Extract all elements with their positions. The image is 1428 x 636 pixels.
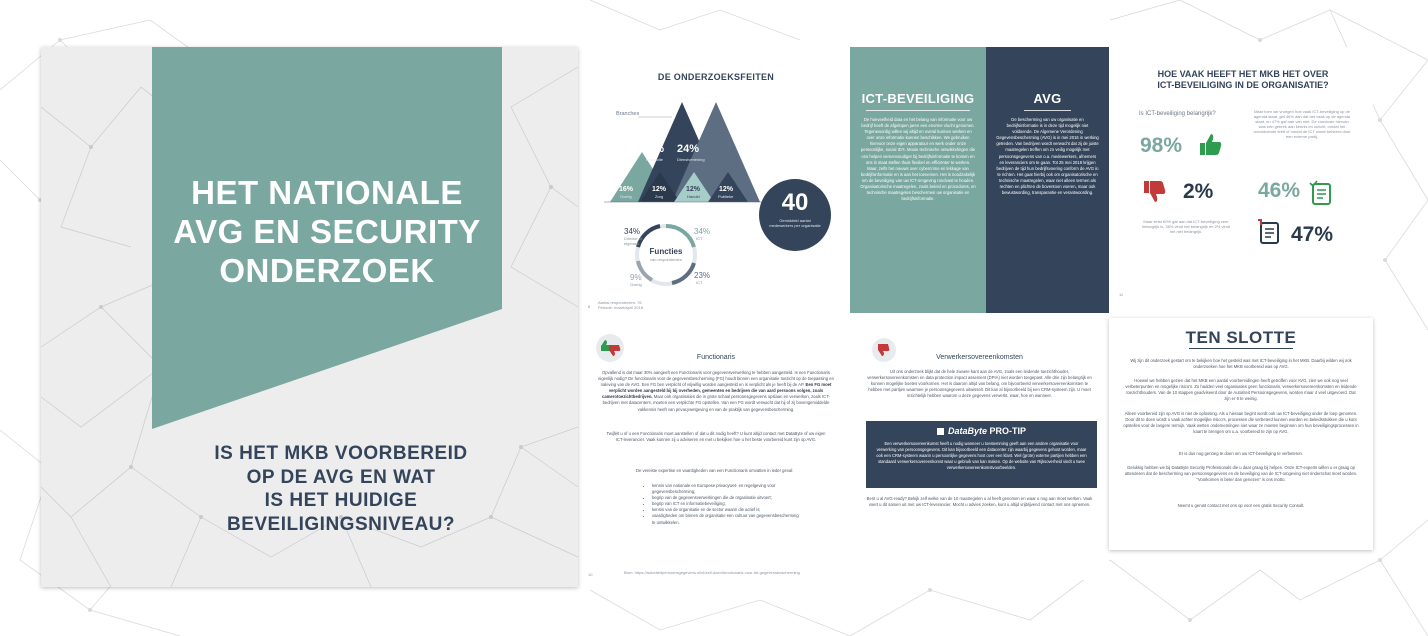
avg-heading-rule [1024, 110, 1071, 111]
agenda-no-value: 47% [1291, 223, 1334, 246]
functionaris-page-number: 10 [588, 572, 593, 577]
protip-brand: DataByte [947, 426, 987, 436]
page-number: 8 [588, 304, 591, 309]
functionaris-paragraph-3: De vereiste expertise en vaardigheden van een Functionaris omvatten in ieder geval: [636, 468, 794, 473]
cover-subtitle: IS HET MKB VOORBEREID OP DE AVG EN WAT IS HET HUIDIGE BEVEILIGINGSNIVEAU? [214, 443, 468, 535]
list-item: • begrip van de gegevensverwerkingen die de organisatie uitvoert; [652, 495, 800, 501]
employees-value: 40 [781, 189, 809, 216]
source-link[interactable]: Bron: https://autoriteitpersoonsgegevens.nl/nl/zelf-doen/functionaris-voor-de-gegevensbescherming [624, 570, 800, 575]
functies-value-3: 9% [630, 273, 642, 282]
functies-label-3: Overig [630, 282, 642, 287]
agenda-cross-icon [1257, 219, 1283, 245]
verwerkers-page [850, 318, 1109, 580]
ict-heading: ICT-BEVEILIGING [861, 91, 975, 106]
functionaris-page [582, 318, 850, 580]
agenda-check-icon [1309, 180, 1335, 206]
functies-value-4: 23% [694, 271, 711, 280]
neg-value: 2% [1183, 180, 1214, 203]
protip-box [866, 421, 1097, 488]
avg-text: De bescherming van uw organisatie en bedrijfsinformatie is in deze tijd mogelijk niet voldoende. De Algemene Verordening Gegevensbescherming (AVG) is in mei 2016 in werking getreden. Van bedrijven wordt verwacht dat zij de juiste maatregelen treffen om zo veilig mogelijk met persoonsgegevens van o.a. medewerkers, afnemers en leveranciers om te gaan. Tot 25 mei 2018 krijgen bedrijven de tijd hun bedrijfsvoering conform de AVG in te richten. Het gaat hierbij ook om organisatorische en technische maatregelen, waar niet alleen termen als rechten en plichten de boventoon voeren, maar ook bewustwording, transparantie en verantwoording. [996, 117, 1099, 196]
stats-page [1113, 47, 1373, 313]
triangle-label-handel: Handel [687, 194, 700, 199]
pos-value: 98% [1140, 134, 1183, 157]
functionaris-paragraph-1: Opvallend is dat maar 30% aangeeft een Functionaris voor gegevensverwerking te hebben aangesteld. Is een Functionaris eigenlijk nodig? De functionaris voor de gegevensbescherming (FG) houdt binnen een organisatie toezicht op de toepassing en naleving van de AVG. Een FG ben verplicht of vrijwillig worden aangesteld en is verplicht als je heeft bij de AP. Een FG moet verplicht worden aangesteld bij bij overheden, gemeenten en bedrijven die van aard persoons volgen, zoals camerotoezichtbedrijven. Maar ook organisaties die in grote schaal persoonsgegevens opslaan en verwerken, zoals ICT-bedrijven met datacenters, moeten een verplichte FG opstellen. Van een FG wordt verwacht dat hij of zij bovengemiddelde vakkennis heeft van privacywetgeving en van de praktijk van gegevensbescherming. [598, 370, 834, 412]
list-item: • begrip van ICT en informatiebeveiliging; [652, 501, 800, 507]
triangle-value-productie: 24% [642, 143, 665, 155]
triangle-label-dienstverlening: Dienstverlening [677, 157, 705, 162]
list-item: • kennis van nationale en Europese privacywet- en regelgeving voor gegevensbescherming; [652, 483, 800, 495]
verwerkers-heading: Verwerkersovereenkomsten [936, 354, 1023, 361]
stats-page-number: 11 [1119, 292, 1124, 297]
slot-paragraph-5: Gelukkig hebben we bij DataByte Security Professionals die u daar graag bij helpen. Onze ICT-experts willen u er graag op attenderen dat de bescherming van persoonsgegevens en de beveiliging van de ICT-omgeving niet onderschat moet worden. "Voorkomen is beter dan genezen" is ons motto. [1124, 465, 1358, 483]
facts-page [582, 47, 850, 313]
databyte-logo-icon [937, 428, 944, 435]
functies-label-2: ICT [696, 236, 703, 241]
triangle-value-publieke: 12% [719, 186, 734, 193]
verwerkers-paragraph-2: Bent u al AVG-ready? Bekijk zelf welke van de 10 maatregelen u al heeft genomen en waar u nog aan moet werken. Vaak voert u dit samen uit met uw ICT-leverancier. Mocht u advies zoeken, kunt u altijd vrijblijvend contact met ons opnemen. [866, 496, 1093, 508]
branches-label: Branches [616, 111, 640, 117]
ict-text: De hoeveelheid data en het belang van informatie voor uw bedrijf heeft de afgelopen jaren een enorme vlucht genomen. Tegenwoordig willen wij altijd en overal kunnen werken en over onze informatie kunnen beschikken. We gebruiken hiervoor onze eigen apparatuur en werk onder onze persoonlijke, social ID's. Mooie technische ontwikkelingen die ons helpen vereenvoudiger bij bedrijfsinformatie te komen en ons in staat stellen thuis flexibel en efficiënter te werken. Maar, zelfs het nieuws over cybercrime en lekkage van bedrijfsinformatie en is aan het toenemen. Het is noodzakelijk om de beveiliging van uw ICT-omgeving rondvast te houden. Organisatorische maatregelen, zoals beleid en procedures, en technische maatregelen beschermen uw organisatie en bedrijfsinformatie. [860, 117, 976, 202]
cover-page [41, 47, 578, 587]
slot-paragraph-4: Er is dus nog genoeg te doen om uw ICT-beveiliging te verbeteren. [1178, 451, 1304, 456]
left-note: Maar liefst 60% gaf aan dat ICT-beveiliging zeer belangrijk is, 38% vindt het belangrijk en 2% vindt het niet belangrijk. [1142, 219, 1230, 234]
triangle-value-zorg: 12% [652, 186, 667, 193]
functies-value-2: 34% [694, 227, 711, 236]
ict-heading-rule [866, 110, 970, 111]
avg-heading: AVG [1033, 91, 1062, 106]
slot-paragraph-1: Wij zijn dit onderzoek gestart om te bekijken hoe het gesteld was met ICT-beveiliging in het MKB. Daarbij wilden wij ook onderzoeken hoe het MKB voorbereid was op AVG. [1130, 358, 1352, 370]
triangle-value-handel: 12% [686, 186, 701, 193]
slot-paragraph-2: Hoewel we hebben gezien dat het MKB een aantal voorbereidingen heeft getroffen voor AVG, zien we ook nog veel verbeterpunten en mogelijke risico's. Zo hadden veel organisaties geen functionaris, verwerkersovereenkomsten en leidende toezichthouders. Van de 10 stappen geadviseerd door de Autoriteit Persoonsgegevens, worden maar 4 veel uitgevoerd. Dat zijn er 6 te weinig. [1125, 378, 1357, 402]
heading-rule [1189, 348, 1293, 349]
facts-heading: DE ONDERZOEKSFEITEN [657, 72, 775, 82]
triangle-label-zorg: Zorg [655, 194, 664, 199]
triangle-label-productie: Productie [646, 157, 663, 162]
functies-label: Functies [649, 247, 683, 256]
slot-paragraph-3: Alleen voorbereid zijn op AVG is niet de oplossing. Als u hieraan begint wordt ook uw ICT-beveiliging onder de loep genomen. Door dit te doen wordt u vaak achter mogelijke risico's, processen die verbeterd kunnen worden en beleidsstukken die u kunt opstellen voor de langere termijn. Vaak wetten ondernemingen niet waar ze moeten beginnen om hun beveiligingsprocessen in kaart te brengen om u.a. voorbereid te zijn op AVG. [1123, 411, 1359, 435]
functies-sub: van respondenten [649, 257, 683, 262]
thumbs-down-icon [1141, 179, 1167, 205]
list-item: • vaardigheden om binnen de organisatie een cultuur van gegevensbescherming te ontwikkelen. [652, 513, 800, 525]
triangle-value-overig: 16% [619, 186, 634, 193]
functies-donut-chart [582, 47, 850, 313]
stats-heading: HOE VAAK HEEFT HET MKB HET OVER ICT-BEVEILIGING IN DE ORGANISATIE? [1157, 69, 1329, 90]
ten-slotte-page [1109, 318, 1373, 550]
ict-column [850, 47, 986, 313]
thumbs-up-icon [1197, 131, 1223, 157]
triangle-value-dienstverlening: 24% [677, 143, 700, 155]
protip-text: Een verwerkersovereenkomst heeft u nodig wanneer u toestemming geeft aan een andere organisatie voor verwerking van persoonsgegevens. Dit kan bijvoorbeeld een datacenter zijn waarbij gegevens gehost worden, maar ook een CRM-systeem waarin u persoonlijke gegevens host over een klant. Wel (grote) externe partijen hebben een standaard verwerkersovereenkomst waar u gebruik van kan maken. Op de website van Rijksoverheid vindt u twee verwerkersovereenkomstvoorbeelden. [876, 441, 1087, 470]
expertise-list [646, 483, 800, 526]
facts-footnote: Aantal respondenten: 76 Periode: maart/april 2018 [598, 300, 643, 310]
stats-question: Is ICT-beveiliging belangrijk? [1139, 111, 1216, 117]
functionaris-heading: Functionaris [696, 354, 736, 361]
cover-title: HET NATIONALE AVG EN SECURITY ONDERZOEK [173, 174, 481, 289]
agenda-yes-value: 46% [1258, 179, 1301, 202]
protip-title [866, 426, 1097, 436]
list-item: • kennis van de organisatie en de sector waarin die actief is; [652, 507, 800, 513]
functies-label-1: Directie of eigenaar [624, 236, 643, 246]
right-note: Maar toen we vroegen hoe vaak ICT-beveiliging op de agenda staat, gaf 46% aan dat het vaak op de agenda staat, en 47% gaf aan van niet. De conclusie hiervan was een gebrek aan kennis en inzicht, omdat het onvoldoende leeft of omdat de ICT wordt beheerd door een externe partij. [1253, 109, 1351, 139]
triangle-label-publieke: Publieke [718, 194, 734, 199]
avg-column [986, 47, 1109, 313]
verwerkers-paragraph-1: Uit ons onderzoek blijkt dat de hele zwaere kant aan de AVG, zoals een leidende toezichthouder, verwerkersovereenkomsten en data protection impact assement (DPIA) niet worden toegepast. Alle drie zijn belangrijk en kunnen mogelijke boetes voorkomen. Het is daarom altijd van belang, om bijvoorbeeld verwerkersovereenkomsten te hebben met partijen waarmee je persoonsgegevens uitwisselt. Dit kan al bijvoorbeeld bij een CRM-systeem zijn. U moet inzichtelijk hebben waarom u deze gegevens verwerkt, waar, hoe en wanneer. [867, 369, 1092, 399]
slot-paragraph-6: Neemt u gerust contact met ons op voor een gratis Security Consult. [1177, 503, 1305, 508]
triangle-label-overig: Overig [620, 194, 632, 199]
functionaris-paragraph-2: Twijfelt u of u een Functionaris moet aanstellen of dat u dit nodig heeft? U kunt altijd contact met DataByte of uw eigen ICT-leverancier. Vaak kunnen zij u adviseren en met u bekijken hoe u het beste voorbereid kunt zijn op AVG. [606, 431, 826, 443]
employees-label: Gemiddeld aantal medewerkers per organisatie [769, 218, 821, 228]
protip-label: PRO-TIP [989, 426, 1027, 436]
functies-value-1: 34% [624, 227, 641, 236]
functies-label-4: ICT [696, 280, 703, 285]
ten-slotte-heading: TEN SLOTTE [1185, 328, 1297, 347]
